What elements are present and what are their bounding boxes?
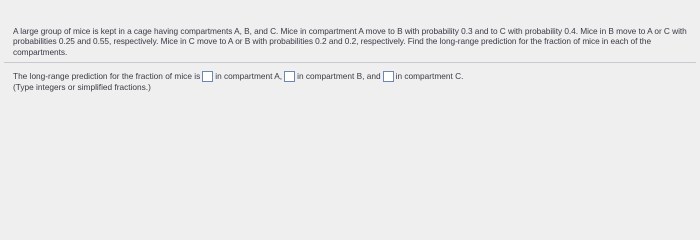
answer-format-note: (Type integers or simplified fractions.) (13, 82, 151, 92)
answer-prefix: The long-range prediction for the fraction of mice is (13, 71, 201, 81)
answer-label-compartment-b: in compartment B, and (297, 71, 381, 81)
answer-section (13, 70, 463, 93)
answer-input-compartment-c[interactable] (383, 71, 394, 82)
answer-input-compartment-b[interactable] (284, 71, 295, 82)
answer-label-compartment-c: in compartment C. (395, 71, 464, 81)
answer-label-compartment-a: in compartment A, (215, 71, 283, 81)
question-text: A large group of mice is kept in a cage having compartments A, B, and C. Mice in compartment A move to B with probability 0.3 and to C with probability 0.4. Mice in B move to A or C with probabilities 0.25 and 0.55, respectively. Mice in C move to A or B with probabilities 0.2 and 0.2, respectively. Find the long-range prediction for the fraction of mice in each of the compartments. (13, 26, 687, 57)
divider (4, 62, 696, 63)
answer-input-compartment-a[interactable] (202, 71, 213, 82)
